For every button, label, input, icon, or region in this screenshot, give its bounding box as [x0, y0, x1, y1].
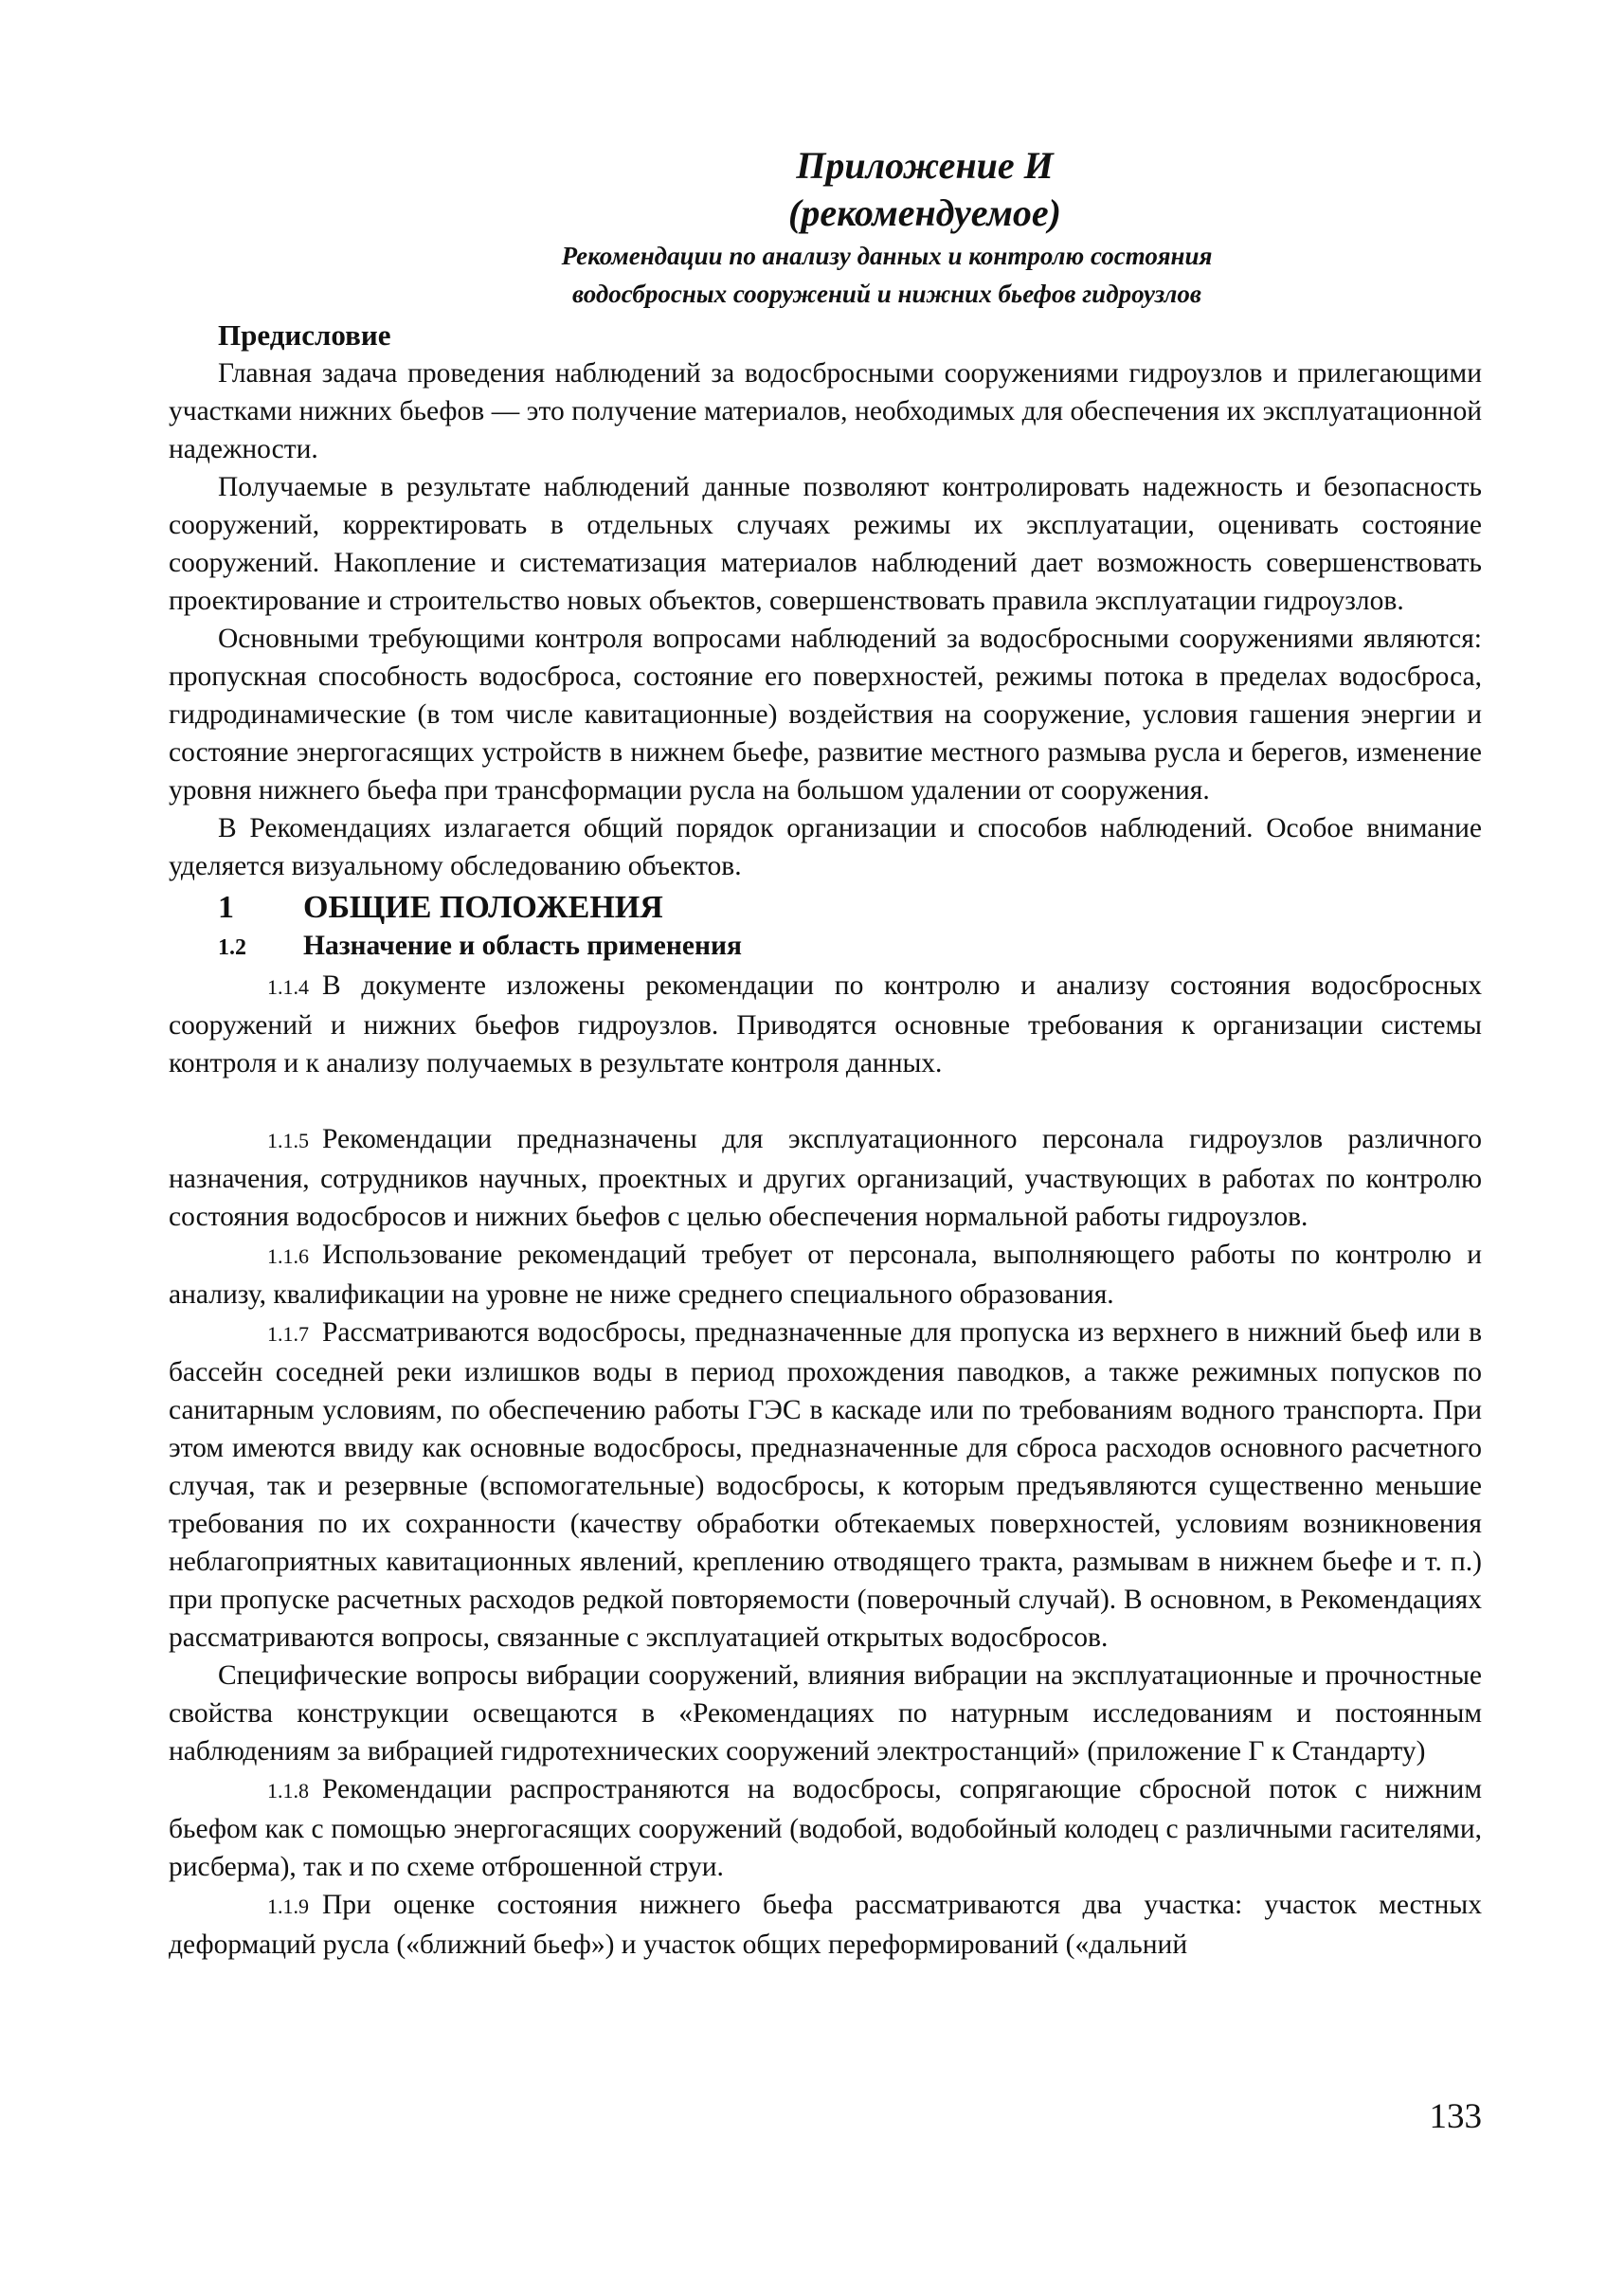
preface-heading: Предисловие: [218, 318, 391, 352]
appendix-subtitle-line1: Рекомендации по анализу данных и контролю состояния: [561, 242, 1213, 270]
clause-1-1-7-continued: Специфические вопросы вибрации сооружений, влияния вибрации на эксплуатационные и прочностные свойства конструкции освещаются в «Рекомендациях по натурным исследованиям и постоянным наблюдениям за вибрацией гидротехнических сооружений электростанций» (приложение Г к Стандарту): [169, 1660, 1482, 1767]
section-heading: [218, 889, 1482, 927]
appendix-title: Приложение И: [796, 144, 1054, 187]
subsection-title: Назначение и область применения: [303, 931, 742, 961]
subsection-heading: [218, 927, 1482, 967]
clause-text: Рекомендации предназначены для эксплуатационного персонала гидроузлов различного назначения, сотрудников научных, проектных и других организаций, участвующих в работах по контролю состояния водосбросов и нижних бьефов с целью обеспечения нормальной работы гидроузлов.: [169, 1124, 1482, 1232]
clause-1-1-4: [169, 967, 1482, 1082]
section-number: 1: [218, 890, 234, 925]
appendix-status: (рекомендуемое): [788, 191, 1061, 234]
preface-paragraph: Основными требующими контроля вопросами наблюдений за водосбросными сооружениями являются: пропускная способность водосброса, состояние его поверхностей, режимы потока в пределах водосброса, гидродинамические (в том числе кавитационные) воздействия на сооружение, условия гашения энергии и состояние энергогасящих устройств в нижнем бьефе, развитие местного размыва русла и берегов, изменение уровня нижнего бьефа при трансформации русла на большом удалении от сооружения.: [169, 624, 1482, 806]
clause-number: 1.1.6: [267, 1244, 309, 1268]
clause-number: 1.1.9: [267, 1894, 309, 1918]
preface-paragraph: Главная задача проведения наблюдений за водосбросными сооружениями гидроузлов и прилегающими участками нижних бьефов — это получение материалов, необходимых для обеспечения их эксплуатационной надежности.: [169, 358, 1482, 464]
preface-paragraph: Получаемые в результате наблюдений данные позволяют контролировать надежность и безопасность сооружений, корректировать в отдельных случаях режимы их эксплуатации, оценивать состояние сооружений. Накопление и систематизация материалов наблюдений дает возможность совершенствовать проектирование и строительство новых объектов, совершенствовать правила эксплуатации гидроузлов.: [169, 472, 1482, 616]
preface-paragraph: В Рекомендациях излагается общий порядок организации и способов наблюдений. Особое внимание уделяется визуальному обследованию объектов.: [169, 813, 1482, 881]
clause-text: Рассматриваются водосбросы, предназначенные для пропуска из верхнего в нижний бьеф или в бассейн соседней реки излишков воды в период прохождения паводков, а также режимных попусков по санитарным условиям, по обеспечению работы ГЭС в каскаде или по требованиям водного транспорта. При этом имеются ввиду как основные водосбросы, предназначенные для сброса расходов основного расчетного случая, так и резервные (вспомогательные) водосбросы, к которым предъявляются существенно меньшие требования по их сохранности (качеству обработки обтекаемых поверхностей, условиям возникновения неблагоприятных кавитационных явлений, креплению отводящего тракта, размывам в нижнем бьефе и т. п.) при пропуске расчетных расходов редкой повторяемости (поверочный случай). В основном, в Рекомендациях рассматриваются вопросы, связанные с эксплуатацией открытых водосбросов.: [169, 1317, 1482, 1653]
clause-text: Рекомендации распространяются на водосбросы, сопрягающие сбросной поток с нижним бьефом как с помощью энергогасящих сооружений (водобой, водобойный колодец с различными гасителями, рисберма), так и по схеме отброшенной струи.: [169, 1774, 1482, 1882]
blank-line: [169, 1082, 1482, 1120]
clause-1-1-9: [169, 1886, 1482, 1964]
clause-number: 1.1.8: [267, 1779, 309, 1803]
clause-1-1-8: [169, 1770, 1482, 1886]
clause-number: 1.1.5: [267, 1129, 309, 1152]
clause-text: При оценке состояния нижнего бьефа рассматриваются два участка: участок местных деформаций русла («ближний бьеф») и участок общих переформирований («дальний: [169, 1890, 1482, 1960]
section-title: ОБЩИЕ ПОЛОЖЕНИЯ: [303, 890, 663, 925]
clause-1-1-7: [169, 1314, 1482, 1657]
page-content: [169, 142, 1482, 1964]
clause-text: В документе изложены рекомендации по контролю и анализу состояния водосбросных сооружений и нижних бьефов гидроузлов. Приводятся основные требования к организации системы контроля и к анализу получаемых в результате контроля данных.: [169, 970, 1482, 1078]
appendix-subtitle-line2: водосбросных сооружений и нижних бьефов гидроузлов: [572, 280, 1201, 308]
clause-text: Использование рекомендаций требует от персонала, выполняющего работы по контролю и анализу, квалификации на уровне не ниже среднего специального образования.: [169, 1240, 1482, 1310]
clause-number: 1.1.4: [267, 975, 309, 999]
page-number: 133: [1429, 2097, 1482, 2136]
subsection-number: 1.2: [218, 935, 246, 960]
clause-1-1-6: [169, 1236, 1482, 1314]
clause-number: 1.1.7: [267, 1322, 309, 1346]
clause-1-1-5: [169, 1120, 1482, 1236]
